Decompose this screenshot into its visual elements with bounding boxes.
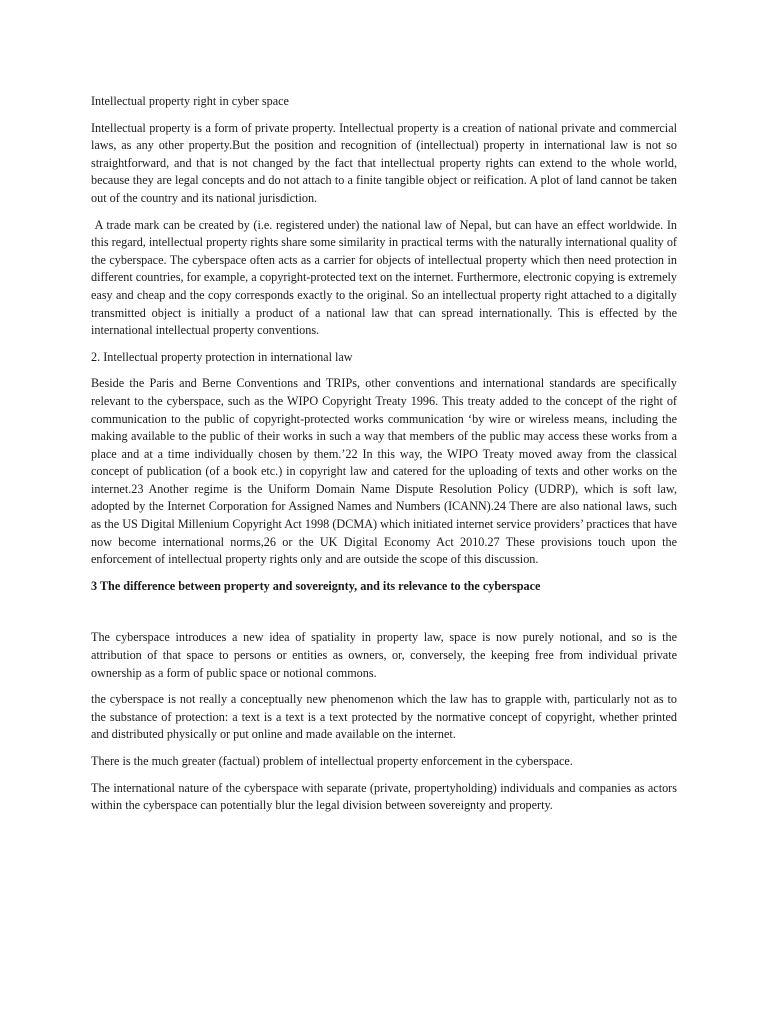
paragraph: There is the much greater (factual) problem of intellectual property enforcement in the cyberspace. xyxy=(91,754,573,768)
section-3-heading: 3 The difference between property and sovereignty, and its relevance to the cyberspace xyxy=(91,578,541,593)
paragraph: A trade mark can be created by (i.e. registered under) the national law of Nepal, but can have an effect worldwide. In this regard, intellectual property rights share some similarity in practical terms with the naturally international quality of the cyberspace. The cyberspace often acts as a carrier for objects of intellectual property which then need protection in different countries, for example, a copyright-protected text on the internet. Furthermore, electronic copying is extremely easy and cheap and the copy corresponds exactly to the original. So an intellectual property right attached to a digitally transmitted object is initially a product of a national law that can spread internationally. This is effected by the international intellectual property conventions. xyxy=(91,217,681,338)
document-title: Intellectual property right in cyber space xyxy=(91,94,289,108)
paragraph: The international nature of the cyberspace with separate (private, propertyholding) individuals and companies as actors within the cyberspace can potentially blur the legal division between sovereignty and property. xyxy=(91,780,677,813)
paragraph: the cyberspace is not really a conceptually new phenomenon which the law has to grapple with, particularly not as to the substance of protection: a text is a text is a text protected by the normative concept of copyright, whether printed and distributed physically or put online and made available on the internet. xyxy=(91,692,684,742)
document-page xyxy=(91,93,684,824)
paragraph: Intellectual property is a form of private property. Intellectual property is a creation of national private and commercial laws, as any other property.But the position and recognition of (intellectual) property in international law is not so straightforward, and that is not changed by the fact that intellectual property rights can extend to the whole world, because they are legal concepts and do not attach to a finite tangible object or reification. A plot of land cannot be taken out of the country and its national jurisdiction. xyxy=(91,120,677,205)
paragraph: The cyberspace introduces a new idea of spatiality in property law, space is now purely notional, and so is the attribution of that space to persons or entities as owners, or, conversely, the keeping free from individual private ownership as a form of public space or notional commons. xyxy=(91,630,677,680)
paragraph: Beside the Paris and Berne Conventions and TRIPs, other conventions and international standards are specifically relevant to the cyberspace, such as the WIPO Copyright Treaty 1996. This treaty added to the concept of the right of communication to the public of copyright-protected works communication ‘by wire or wireless means, including the making available to the public of their works in such a way that members of the public may access these works from a place and at a time individually chosen by them.’22 In this way, the WIPO Treaty moved away from the classical concept of publication (of a book etc.) in copyright law and catered for the uploading of texts and other works on the internet.23 Another regime is the Uniform Domain Name Dispute Resolution Policy (UDRP), which is soft law, adopted by the Internet Corporation for Assigned Names and Numbers (ICANN).24 There are also national laws, such as the US Digital Millenium Copyright Act 1998 (DCMA) which initiated internet service providers’ practices that have now become international norms,26 or the UK Digital Economy Act 2010.27 These provisions touch upon the enforcement of intellectual property rights only and are outside the scope of this discussion. xyxy=(91,376,677,567)
section-2-heading: 2. Intellectual property protection in international law xyxy=(91,349,353,364)
